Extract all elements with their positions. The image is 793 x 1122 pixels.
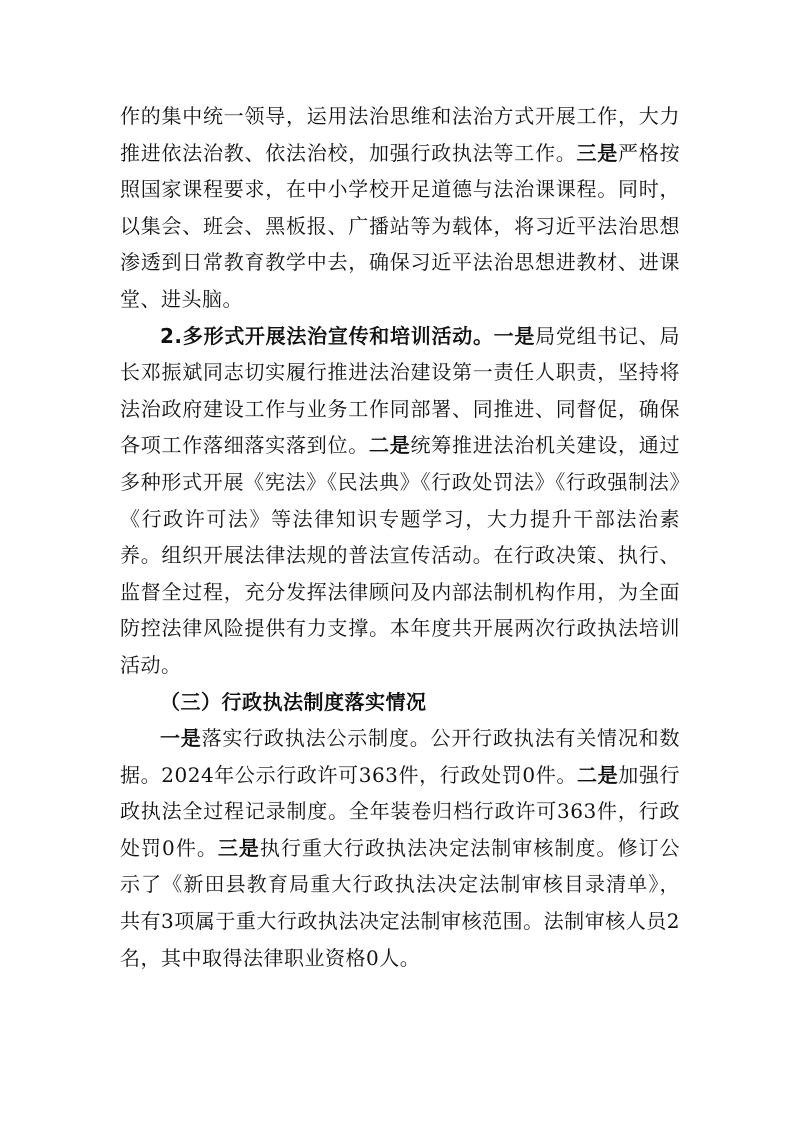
subsection-heading: 2.多形式开展法治宣传和培训活动。 <box>160 323 494 348</box>
emphasis-label: 二是 <box>369 433 411 458</box>
emphasis-label: 一是 <box>493 323 536 348</box>
paragraph-law-publicity <box>120 318 680 684</box>
paragraph-text: 落实行政执法公示制度。公开行政执法有关情况和数据。2024年公示行政许可363件，行政处罚0件。 <box>120 726 680 787</box>
document-body <box>120 98 680 976</box>
emphasis-label: 一是 <box>160 726 202 751</box>
emphasis-label: 三是 <box>576 140 618 165</box>
paragraph-text: 局党组书记、局长邓振斌同志切实履行推进法治建设第一责任人职责，坚持将法治政府建设工作与业务工作同部署、同推进、同督促，确保各项工作落细落实落到位。 <box>120 323 681 458</box>
paragraph-text: 作的集中统一领导，运用法治思维和法治方式开展工作，大力推进依法治教、依法治校，加强行政执法等工作。 <box>120 104 680 165</box>
section-heading: （三）行政执法制度落实情况 <box>160 689 427 714</box>
paragraph-text: 加强行政执法全过程记录制度。全年装卷归档行政许可363件，行政处罚0件。 <box>120 762 681 860</box>
paragraph-text: 严格按照国家课程要求，在中小学校开足道德与法治课课程。同时，以集会、班会、黑板报、广播站等为载体，将习近平法治思想渗透到日常教育教学中去，确保习近平法治思想进教材、进课堂、进头脑。 <box>120 140 680 311</box>
paragraph-enforcement <box>120 720 680 976</box>
paragraph-text: 统筹推进法治机关建设，通过多种形式开展《宪法》《民法典》《行政处罚法》《行政强制法》《行政许可法》等法律知识专题学习，大力提升干部法治素养。组织开展法律法规的普法宣传活动。在行政决策、执行、监督全过程，充分发挥法律顾问及内部法制机构作用，为全面防控法律风险提供有力支撑。本年度共开展两次行政执法培训活动。 <box>120 433 680 677</box>
paragraph-continuation <box>120 98 680 318</box>
emphasis-label: 二是 <box>576 762 619 787</box>
paragraph-text: 执行重大行政执法决定法制审核制度。修订公示了《新田县教育局重大行政执法决定法制审核目录清单》，共有3项属于重大行政执法决定法制审核范围。法制审核人员2名，其中取得法律职业资格0人。 <box>120 835 680 970</box>
emphasis-label: 三是 <box>217 835 260 860</box>
